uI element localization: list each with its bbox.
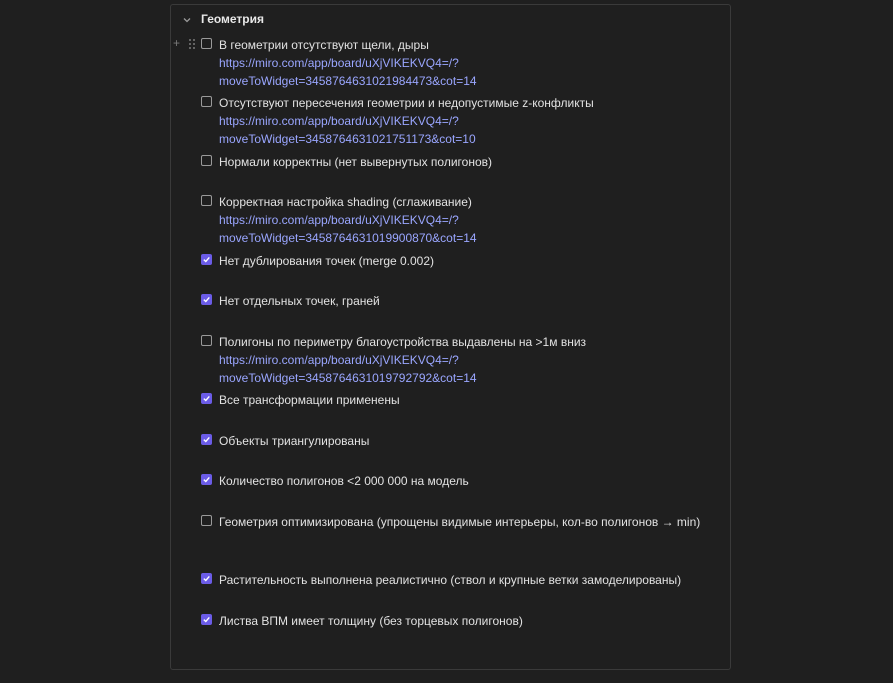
- checkmark-icon: [202, 435, 211, 444]
- row-tools: [173, 38, 199, 50]
- checkmark-icon: [202, 574, 211, 583]
- item-link[interactable]: moveToWidget=3458764631021751173&cot=10: [219, 132, 476, 146]
- checkmark-icon: [202, 475, 211, 484]
- item-label: Листва ВПМ имеет толщину (без торцевых полигонов): [219, 614, 523, 628]
- item-link[interactable]: moveToWidget=3458764631021984473&cot=14: [219, 74, 477, 88]
- item-checkbox[interactable]: [201, 393, 212, 404]
- item-label: Растительность выполнена реалистично (ствол и крупные ветки замоделированы): [219, 573, 682, 587]
- item-label: Отсутствуют пересечения геометрии и недопустимые z-конфликты: [219, 96, 594, 110]
- item-label: Все трансформации применены: [219, 393, 400, 407]
- item-checkbox[interactable]: [201, 573, 212, 584]
- item-link[interactable]: moveToWidget=3458764631019792792&cot=14: [219, 371, 477, 385]
- section-title: Геометрия: [201, 12, 265, 26]
- item-checkbox[interactable]: [201, 96, 212, 107]
- item-label: Объекты триангулированы: [219, 434, 370, 448]
- item-label: В геометрии отсутствуют щели, дыры: [219, 38, 429, 52]
- item-checkbox[interactable]: [201, 434, 212, 445]
- item-label: Полигоны по периметру благоустройства выдавлены на >1м вниз: [219, 335, 587, 349]
- item-checkbox[interactable]: [201, 335, 212, 346]
- item-link[interactable]: https://miro.com/app/board/uXjVIKEKVQ4=/?: [219, 213, 459, 227]
- item-label: Количество полигонов <2 000 000 на модель: [219, 474, 469, 488]
- item-label: Корректная настройка shading (сглаживание): [219, 195, 472, 209]
- item-label: Геометрия оптимизирована (упрощены видимые интерьеры, кол-во полигонов → min): [219, 515, 701, 529]
- item-link[interactable]: moveToWidget=3458764631019900870&cot=14: [219, 231, 477, 245]
- checkmark-icon: [202, 255, 211, 264]
- item-checkbox[interactable]: [201, 155, 212, 166]
- checklist-panel: [170, 4, 731, 670]
- drag-handle-icon[interactable]: [188, 38, 196, 50]
- item-label: Нет дублирования точек (merge 0.002): [219, 254, 435, 268]
- item-link[interactable]: https://miro.com/app/board/uXjVIKEKVQ4=/?: [219, 353, 459, 367]
- item-link[interactable]: https://miro.com/app/board/uXjVIKEKVQ4=/?: [219, 114, 459, 128]
- add-item-icon[interactable]: +: [173, 36, 181, 50]
- item-checkbox[interactable]: [201, 38, 212, 49]
- item-checkbox[interactable]: [201, 195, 212, 206]
- item-checkbox[interactable]: [201, 614, 212, 625]
- item-label: Нет отдельных точек, граней: [219, 294, 380, 308]
- chevron-down-icon[interactable]: [181, 14, 193, 26]
- item-checkbox[interactable]: [201, 474, 212, 485]
- checkmark-icon: [202, 615, 211, 624]
- item-checkbox[interactable]: [201, 294, 212, 305]
- item-label: Нормали корректны (нет вывернутых полигонов): [219, 155, 492, 169]
- item-checkbox[interactable]: [201, 515, 212, 526]
- item-link[interactable]: https://miro.com/app/board/uXjVIKEKVQ4=/?: [219, 56, 459, 70]
- checkmark-icon: [202, 295, 211, 304]
- checkmark-icon: [202, 394, 211, 403]
- item-checkbox[interactable]: [201, 254, 212, 265]
